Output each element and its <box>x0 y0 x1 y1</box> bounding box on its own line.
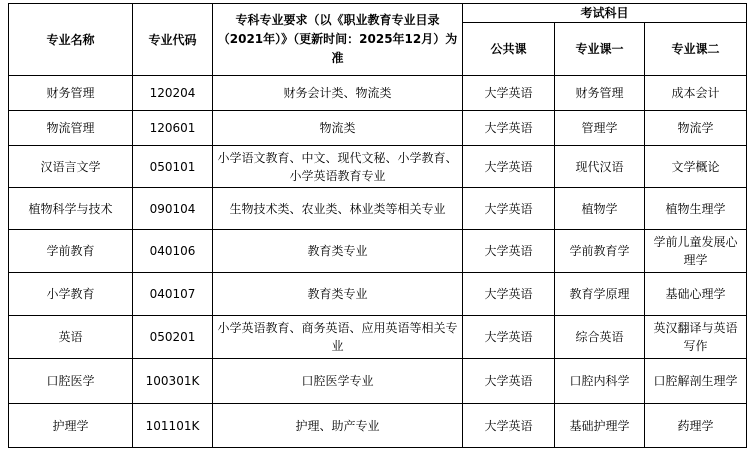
cell-public-course: 大学英语 <box>463 146 555 188</box>
cell-major-name: 植物科学与技术 <box>9 188 133 230</box>
cell-major-name: 物流管理 <box>9 111 133 146</box>
cell-major-code: 050201 <box>133 316 213 359</box>
cell-major-code: 100301K <box>133 359 213 404</box>
cell-requirement: 物流类 <box>213 111 463 146</box>
cell-public-course: 大学英语 <box>463 188 555 230</box>
cell-major-name: 小学教育 <box>9 273 133 316</box>
cell-course-one: 现代汉语 <box>555 146 645 188</box>
cell-major-name: 英语 <box>9 316 133 359</box>
cell-course-one: 综合英语 <box>555 316 645 359</box>
cell-major-code: 101101K <box>133 404 213 448</box>
cell-course-two: 英汉翻译与英语写作 <box>645 316 747 359</box>
exam-subjects-table <box>8 3 747 448</box>
cell-major-name: 财务管理 <box>9 76 133 111</box>
cell-requirement: 小学语文教育、中文、现代文秘、小学教育、小学英语教育专业 <box>213 146 463 188</box>
cell-course-one: 管理学 <box>555 111 645 146</box>
table-row <box>9 359 747 404</box>
cell-public-course: 大学英语 <box>463 404 555 448</box>
cell-course-one: 口腔内科学 <box>555 359 645 404</box>
cell-course-two: 植物生理学 <box>645 188 747 230</box>
cell-course-two: 基础心理学 <box>645 273 747 316</box>
header-public-course: 公共课 <box>463 23 555 76</box>
cell-requirement: 财务会计类、物流类 <box>213 76 463 111</box>
header-requirement: 专科专业要求（以《职业教育专业目录（2021年）》（更新时间：2025年12月）为准 <box>213 4 463 76</box>
cell-public-course: 大学英语 <box>463 359 555 404</box>
table-row <box>9 76 747 111</box>
cell-major-code: 050101 <box>133 146 213 188</box>
table-body <box>9 76 747 448</box>
cell-requirement: 生物技术类、农业类、林业类等相关专业 <box>213 188 463 230</box>
cell-major-code: 120601 <box>133 111 213 146</box>
cell-requirement: 小学英语教育、商务英语、应用英语等相关专业 <box>213 316 463 359</box>
cell-major-name: 护理学 <box>9 404 133 448</box>
cell-public-course: 大学英语 <box>463 316 555 359</box>
table-row <box>9 188 747 230</box>
table-row <box>9 230 747 273</box>
cell-course-one: 植物学 <box>555 188 645 230</box>
cell-course-two: 成本会计 <box>645 76 747 111</box>
header-exam-subjects: 考试科目 <box>463 4 747 23</box>
header-course-two: 专业课二 <box>645 23 747 76</box>
table-row <box>9 316 747 359</box>
table-row <box>9 273 747 316</box>
cell-course-one: 基础护理学 <box>555 404 645 448</box>
cell-requirement: 教育类专业 <box>213 273 463 316</box>
header-course-one: 专业课一 <box>555 23 645 76</box>
cell-course-two: 学前儿童发展心理学 <box>645 230 747 273</box>
cell-major-name: 口腔医学 <box>9 359 133 404</box>
table-row <box>9 111 747 146</box>
cell-public-course: 大学英语 <box>463 76 555 111</box>
cell-course-two: 药理学 <box>645 404 747 448</box>
cell-requirement: 护理、助产专业 <box>213 404 463 448</box>
cell-public-course: 大学英语 <box>463 273 555 316</box>
table-row <box>9 404 747 448</box>
cell-course-one: 教育学原理 <box>555 273 645 316</box>
cell-course-two: 文学概论 <box>645 146 747 188</box>
document-sheet <box>8 3 746 448</box>
header-major-code: 专业代码 <box>133 4 213 76</box>
cell-major-code: 090104 <box>133 188 213 230</box>
cell-requirement: 口腔医学专业 <box>213 359 463 404</box>
cell-course-one: 学前教育学 <box>555 230 645 273</box>
cell-course-two: 口腔解剖生理学 <box>645 359 747 404</box>
cell-course-one: 财务管理 <box>555 76 645 111</box>
cell-public-course: 大学英语 <box>463 230 555 273</box>
cell-major-name: 汉语言文学 <box>9 146 133 188</box>
cell-course-two: 物流学 <box>645 111 747 146</box>
table-header <box>9 4 747 76</box>
cell-public-course: 大学英语 <box>463 111 555 146</box>
cell-major-code: 040107 <box>133 273 213 316</box>
cell-requirement: 教育类专业 <box>213 230 463 273</box>
cell-major-name: 学前教育 <box>9 230 133 273</box>
cell-major-code: 040106 <box>133 230 213 273</box>
header-major-name: 专业名称 <box>9 4 133 76</box>
table-row <box>9 146 747 188</box>
cell-major-code: 120204 <box>133 76 213 111</box>
